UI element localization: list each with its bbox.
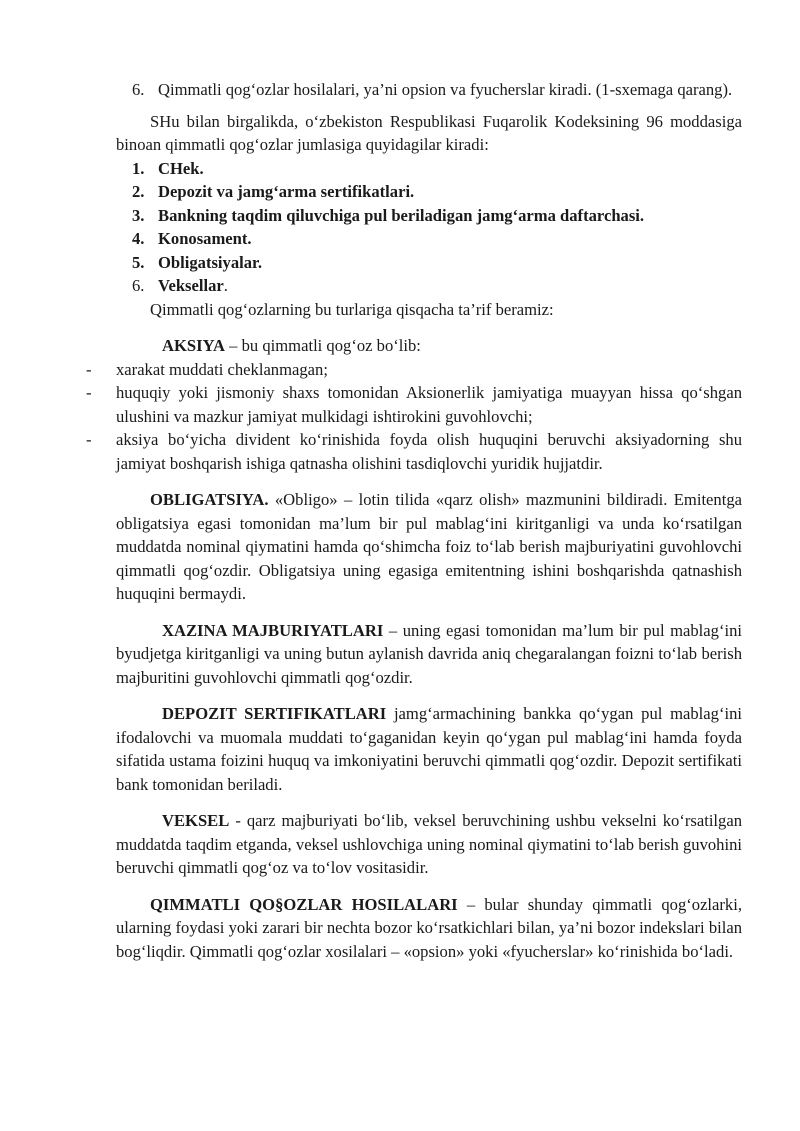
obligatsiya-paragraph [116,488,742,606]
dash-mark: - [86,430,92,449]
securities-list [116,157,742,298]
list-item [116,227,742,251]
list-suffix: . [223,276,228,295]
list-number: 1. [132,158,145,178]
document-page [86,78,742,963]
bullet-text: huquqiy yoki jismoniy shaxs tomonidan Aksionerlik jamiyatiga muayyan hissa qo‘shgan ulushini va mazkur jamiyat mulkidagi ishtirokini guvohlovchi; [116,383,742,426]
dash-mark: - [86,383,92,402]
definition: jamg‘armachining bankka qo‘ygan pul mablag‘ini ifodalovchi va muomala muddati to‘gaganidan keyin qo‘ygan pul mablag‘ini hamda foyda sifatida ustama foizini huquq va imkoniyatini beruvchi qimmatli qog‘ozdir. Depozit sertifikati bank tomonidan beriladi. [116,704,742,794]
list-number: 5. [132,252,145,272]
definition: – uning egasi tomonidan ma’lum bir pul mablag‘ini byudjetga kiritganligi va uning butun aylanish davrida aniq chegaralangan foizni to‘lab berish majburitini guvohlovchi qimmatli qog‘ozdir. [116,620,742,687]
list-text: Konosament. [158,229,252,248]
list-item-top [116,78,742,102]
list-text: Veksellar [158,276,224,295]
veksel-paragraph [116,809,742,880]
term: VEKSEL [162,811,230,830]
list-number: 2. [132,182,145,201]
list-number: 6. [132,276,145,295]
list-item [116,157,742,181]
depozit-paragraph [116,702,742,796]
term: DEPOZIT SERTIFIKATLARI [162,704,387,723]
list-text: Depozit va jamg‘arma sertifikatlari. [158,182,415,201]
dash-mark: - [86,359,92,379]
definition: «Obligo» – lotin tilida «qarz olish» mazmunini bildiradi. Emitentga obligatsiya egasi tomonidan ma’lum bir pul mablag‘ini kiritganligi va unda ko‘rsatilgan muddatda nominal qiymatini hamda qo‘shimcha foiz to‘lab berish majburiyatini guvohlovchi qimmatli qog‘ozdir. Obligatsiya uning egasiga emitentning ishini boshqarishda qatnashish huquqini bermaydi. [116,490,742,603]
bullet-text: aksiya bo‘yicha divident ko‘rinishida foyda olish huquqini beruvchi aksiyadorning shu jamiyat boshqarish ishiga qatnasha olishini tasdiqlovchi yuridik hujjatdir. [116,430,742,473]
xazina-paragraph [116,619,742,690]
definition: - qarz majburiyati bo‘lib, veksel beruvchining ushbu vekselni ko‘rsatilgan muddatda taqdim etganda, veksel ushlovchiga uning nominal qiymatini to‘lab berish guvohini beruvchi qimmatli qog‘oz va to‘lov vositasidir. [116,811,742,877]
aksiya-bullet [86,428,742,475]
list-text: Bankning taqdim qiluvchiga pul beriladigan jamg‘arma daftarchasi. [158,205,645,225]
aksiya-bullet [86,381,742,428]
term: AKSIYA [162,336,226,355]
list-item [116,180,742,204]
summary-line: Qimmatli qog‘ozlarning bu turlariga qisqacha ta’rif beramiz: [150,299,554,319]
list-text: CHek. [158,158,204,178]
term: QIMMATLI QO§OZLAR HOSILALARI [150,894,458,914]
list-number: 3. [132,205,145,225]
list-item [116,204,742,228]
list-text: Obligatsiyalar. [158,252,263,272]
term: XAZINA MAJBURIYATLARI [162,620,384,640]
term: OBLIGATSIYA. [150,490,269,509]
hosilalar-paragraph [116,893,742,964]
intro-paragraph: SHu bilan birgalikda, o‘zbekiston Respublikasi Fuqarolik Kodeksining 96 moddasiga binoan qimmatli qog‘ozlar jumlasiga quyidagilar kiradi: [116,111,742,154]
aksiya-heading [116,334,742,358]
list-text: Qimmatli qog‘ozlar hosilalari, ya’ni opsion va fyucherslar kiradi. (1-sxemaga qarang). [158,80,733,99]
list-number: 6. [132,80,145,99]
list-item [116,251,742,275]
definition: – bular shunday qimmatli qog‘ozlarki, ularning foydasi yoki zarari bir nechta bozor ko‘rsatkichlari bilan, ya’ni bozor indekslari bilan bog‘liqdir. Qimmatli qog‘ozlar xosilalari – «opsion» yoki «fyucherslar» ko‘rinishida bo‘ladi. [116,894,742,961]
aksiya-bullet [86,358,742,382]
list-number: 4. [132,229,145,248]
list-item [116,274,742,298]
definition: – bu qimmatli qog‘oz bo‘lib: [225,336,421,355]
bullet-text: xarakat muddati cheklanmagan; [116,359,328,379]
